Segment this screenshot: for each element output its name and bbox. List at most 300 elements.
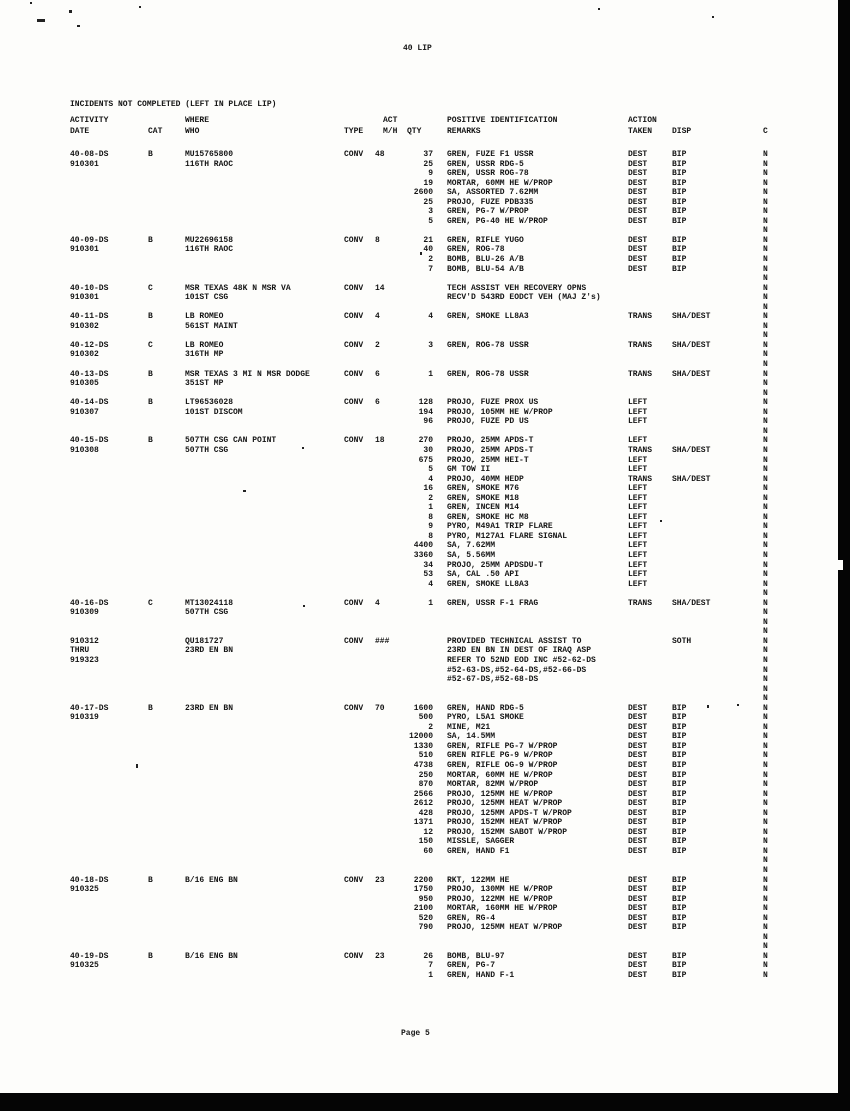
cell-action: DEST	[628, 188, 648, 198]
cell-type: CONV	[344, 150, 364, 159]
cell-disp: BIP	[672, 761, 687, 770]
cell-remark: SA, 14.5MM	[447, 732, 496, 742]
cell-remark: MORTAR, 60MM HE W/PROP	[447, 770, 553, 780]
cell-remark: RKT, 122MM HE	[447, 875, 510, 885]
cell-c: N	[763, 894, 768, 904]
cell-qty: 8	[428, 531, 433, 541]
cell-action: TRANS	[628, 312, 653, 322]
cell-qty: 2200	[413, 875, 433, 885]
cell-qty: 428	[418, 808, 433, 818]
cell-action: DEST	[628, 169, 648, 179]
table-row	[0, 895, 850, 905]
cell-remark: PROJO, 25MM APDSDU-T	[447, 560, 544, 570]
cell-remark: GREN, RIFLE OG-9 W/PROP	[447, 761, 558, 770]
cell-c: N	[763, 627, 768, 637]
cell-disp: BIP	[672, 894, 687, 904]
cell-c: N	[763, 360, 768, 370]
cell-c: N	[763, 923, 768, 933]
cell-action: DEST	[628, 913, 648, 923]
cell-where: LB ROMEO	[185, 340, 224, 350]
cell-action: DEST	[628, 780, 648, 790]
cell-remark: GREN, USSR RDG-5	[447, 159, 524, 169]
cell-qty: 250	[418, 770, 433, 780]
table-row	[0, 198, 850, 208]
cell-action: LEFT	[628, 541, 648, 551]
cell-action: LEFT	[628, 455, 648, 465]
table-row	[0, 160, 850, 170]
table-row	[0, 885, 850, 895]
cell-qty: 2600	[413, 188, 433, 198]
column-header-row-1	[0, 116, 850, 126]
cell-qty: 96	[423, 417, 433, 427]
table-row	[0, 904, 850, 914]
cell-c: N	[763, 598, 768, 608]
cell-cat: B	[148, 150, 153, 159]
cell-disp: BIP	[672, 951, 687, 961]
scan-speck	[243, 490, 246, 492]
cell-date: 40-18-DS	[70, 875, 109, 885]
cell-qty: 5	[428, 216, 433, 226]
table-row	[0, 723, 850, 733]
cell-remark: SA, ASSORTED 7.62MM	[447, 188, 539, 198]
cell-act: 4	[375, 312, 380, 322]
table-row	[0, 417, 850, 427]
cell-c: N	[763, 732, 768, 742]
table-row	[0, 742, 850, 752]
table-row	[0, 608, 850, 618]
cell-qty: 2	[428, 255, 433, 265]
cell-qty: 37	[423, 150, 433, 159]
cell-action: DEST	[628, 951, 648, 961]
cell-qty: 1	[428, 971, 433, 981]
cell-remark: PROJO, 122MM HE W/PROP	[447, 894, 553, 904]
cell-qty: 520	[418, 913, 433, 923]
cell-c: N	[763, 197, 768, 207]
cell-where: LB ROMEO	[185, 312, 224, 322]
cell-remark: 23RD EN BN IN DEST OF IRAQ ASP	[447, 646, 592, 656]
cell-type: CONV	[344, 312, 364, 322]
cell-where: 507TH CSG CAN POINT	[185, 436, 277, 446]
scan-edge-bar-bottom	[0, 1093, 850, 1111]
cell-action: LEFT	[628, 550, 648, 560]
cell-qty: 870	[418, 780, 433, 790]
cell-cat: B	[148, 951, 153, 961]
cell-where: 116TH RAOC	[185, 159, 234, 169]
cell-disp: BIP	[672, 722, 687, 732]
cell-action: LEFT	[628, 417, 648, 427]
cell-qty: 60	[423, 846, 433, 856]
table-row	[0, 570, 850, 580]
cell-action: LEFT	[628, 522, 648, 532]
table-row	[0, 360, 850, 370]
cell-qty: 34	[423, 560, 433, 570]
cell-c: N	[763, 188, 768, 198]
cell-qty: 3	[428, 207, 433, 217]
table-row	[0, 828, 850, 838]
cell-remark: GREN, HAND F-1	[447, 971, 515, 981]
cell-where: MSR TEXAS 3 MI N MSR DODGE	[185, 369, 310, 379]
scan-speck	[420, 252, 422, 255]
table-row	[0, 675, 850, 685]
cell-c: N	[763, 846, 768, 856]
cell-where: 351ST MP	[185, 379, 224, 389]
cell-type: CONV	[344, 369, 364, 379]
cell-act: 2	[375, 340, 380, 350]
cell-c: N	[763, 503, 768, 513]
cell-action: DEST	[628, 799, 648, 809]
cell-remark: PROJO, FUZE PDB335	[447, 197, 534, 207]
cell-type: CONV	[344, 703, 364, 713]
col-header-qty: QTY	[407, 127, 422, 136]
cell-c: N	[763, 904, 768, 914]
table-row	[0, 637, 850, 647]
cell-action: DEST	[628, 818, 648, 828]
table-row	[0, 245, 850, 255]
scan-speck	[737, 704, 739, 706]
cell-remark: REFER TO 52ND EOD INC #52-62-DS	[447, 655, 596, 665]
cell-c: N	[763, 321, 768, 331]
page-number: Page 5	[401, 1029, 430, 1038]
cell-disp: BIP	[672, 885, 687, 895]
cell-where: MT13024118	[185, 598, 234, 608]
cell-qty: 194	[418, 407, 433, 417]
cell-action: DEST	[628, 827, 648, 837]
cell-where: 507TH CSG	[185, 445, 229, 455]
cell-disp: BIP	[672, 875, 687, 885]
col-header-action: ACTION	[628, 116, 657, 125]
cell-action: DEST	[628, 264, 648, 274]
cell-remark: BOMB, BLU-54 A/B	[447, 264, 524, 274]
table-row	[0, 551, 850, 561]
cell-c: N	[763, 512, 768, 522]
col-header-date: DATE	[70, 127, 90, 136]
cell-type: CONV	[344, 436, 364, 446]
cell-qty: 150	[418, 837, 433, 847]
table-row	[0, 456, 850, 466]
cell-c: N	[763, 178, 768, 188]
cell-date: 919323	[70, 655, 99, 665]
cell-c: N	[763, 741, 768, 751]
table-row	[0, 704, 850, 714]
scan-speck	[598, 8, 600, 10]
cell-c: N	[763, 369, 768, 379]
cell-qty: 2612	[413, 799, 433, 809]
cell-date: 910325	[70, 885, 99, 895]
cell-c: N	[763, 818, 768, 828]
cell-c: N	[763, 484, 768, 494]
cell-qty: 25	[423, 197, 433, 207]
table-row	[0, 971, 850, 981]
cell-type: CONV	[344, 875, 364, 885]
cell-c: N	[763, 235, 768, 245]
cell-qty: 1600	[413, 703, 433, 713]
table-row	[0, 341, 850, 351]
cell-cat: B	[148, 436, 153, 446]
cell-c: N	[763, 312, 768, 322]
cell-date: 40-11-DS	[70, 312, 109, 322]
cell-action: DEST	[628, 178, 648, 188]
table-row	[0, 236, 850, 246]
cell-c: N	[763, 302, 768, 312]
table-row	[0, 465, 850, 475]
cell-action: DEST	[628, 761, 648, 770]
cell-c: N	[763, 951, 768, 961]
table-row	[0, 656, 850, 666]
cell-c: N	[763, 780, 768, 790]
cell-c: N	[763, 541, 768, 551]
cell-disp: BIP	[672, 150, 687, 159]
cell-c: N	[763, 255, 768, 265]
table-row	[0, 284, 850, 294]
cell-c: N	[763, 770, 768, 780]
cell-c: N	[763, 703, 768, 713]
cell-c: N	[763, 417, 768, 427]
cell-qty: 12	[423, 827, 433, 837]
cell-date: 40-14-DS	[70, 398, 109, 408]
cell-where: MU15765800	[185, 150, 234, 159]
table-row	[0, 961, 850, 971]
cell-disp: BIP	[672, 837, 687, 847]
cell-c: N	[763, 646, 768, 656]
cell-act: 6	[375, 398, 380, 408]
cell-remark: PROJO, 25MM APDS-T	[447, 445, 534, 455]
cell-action: LEFT	[628, 484, 648, 494]
col-header-where: WHERE	[185, 116, 210, 125]
cell-remark: PYRO, L5A1 SMOKE	[447, 713, 524, 723]
cell-remark: GREN, USSR ROG-78	[447, 169, 529, 179]
cell-act: ###	[375, 636, 390, 646]
col-header-c: C	[763, 127, 768, 136]
cell-act: 6	[375, 369, 380, 379]
table-row	[0, 732, 850, 742]
cell-disp: BIP	[672, 818, 687, 828]
cell-action: TRANS	[628, 369, 653, 379]
cell-c: N	[763, 636, 768, 646]
cell-date: 40-17-DS	[70, 703, 109, 713]
cell-action: DEST	[628, 923, 648, 933]
cell-qty: 25	[423, 159, 433, 169]
cell-disp: SOTH	[672, 636, 692, 646]
cell-action: DEST	[628, 961, 648, 971]
cell-date: 40-15-DS	[70, 436, 109, 446]
cell-date: 40-16-DS	[70, 598, 109, 608]
cell-remark: PROJO, 125MM HEAT W/PROP	[447, 923, 563, 933]
cell-remark: GREN, ROG-78 USSR	[447, 369, 529, 379]
cell-c: N	[763, 531, 768, 541]
cell-action: DEST	[628, 971, 648, 981]
cell-qty: 1371	[413, 818, 433, 828]
col-header-cat: CAT	[148, 127, 163, 136]
cell-c: N	[763, 799, 768, 809]
table-row	[0, 503, 850, 513]
cell-remark: GREN, INCEN M14	[447, 503, 520, 513]
table-row	[0, 322, 850, 332]
cell-c: N	[763, 913, 768, 923]
cell-cat: B	[148, 703, 153, 713]
cell-disp: BIP	[672, 216, 687, 226]
cell-action: LEFT	[628, 512, 648, 522]
cell-action: TRANS	[628, 474, 653, 484]
incident-table-body	[0, 150, 850, 981]
cell-c: N	[763, 617, 768, 627]
cell-qty: 53	[423, 570, 433, 580]
cell-action: DEST	[628, 741, 648, 751]
cell-action: LEFT	[628, 503, 648, 513]
cell-date: THRU	[70, 646, 90, 656]
cell-disp: BIP	[672, 808, 687, 818]
cell-disp: SHA/DEST	[672, 312, 711, 322]
cell-cat: B	[148, 235, 153, 245]
cell-qty: 500	[418, 713, 433, 723]
table-row	[0, 532, 850, 542]
cell-disp: BIP	[672, 178, 687, 188]
cell-remark: BOMB, BLU-26 A/B	[447, 255, 524, 265]
cell-c: N	[763, 713, 768, 723]
cell-remark: PROJO, FUZE PD US	[447, 417, 529, 427]
table-row	[0, 513, 850, 523]
cell-remark: PROJO, 152MM SABOT W/PROP	[447, 827, 568, 837]
cell-where: B/16 ENG BN	[185, 951, 238, 961]
cell-remark: RECV'D 543RD EODCT VEH (MAJ Z's)	[447, 293, 601, 303]
cell-remark: PROJO, 25MM HEI-T	[447, 455, 529, 465]
cell-action: DEST	[628, 197, 648, 207]
cell-c: N	[763, 751, 768, 761]
scan-speck	[302, 447, 304, 449]
cell-qty: 950	[418, 894, 433, 904]
table-row	[0, 379, 850, 389]
cell-c: N	[763, 961, 768, 971]
cell-type: CONV	[344, 235, 364, 245]
scan-speck	[69, 10, 72, 13]
cell-qty: 7	[428, 264, 433, 274]
cell-c: N	[763, 761, 768, 770]
scan-speck	[136, 764, 138, 768]
table-row	[0, 761, 850, 771]
cell-disp: BIP	[672, 264, 687, 274]
cell-qty: 3360	[413, 550, 433, 560]
cell-act: 8	[375, 235, 380, 245]
cell-remark: MORTAR, 82MM W/PROP	[447, 780, 539, 790]
cell-qty: 4400	[413, 541, 433, 551]
cell-disp: SHA/DEST	[672, 369, 711, 379]
cell-qty: 675	[418, 455, 433, 465]
table-row	[0, 780, 850, 790]
cell-where: 116TH RAOC	[185, 245, 234, 255]
cell-where: MU22696158	[185, 235, 234, 245]
cell-action: DEST	[628, 875, 648, 885]
cell-disp: BIP	[672, 159, 687, 169]
cell-c: N	[763, 493, 768, 503]
cell-remark: GREN, RG-4	[447, 913, 496, 923]
cell-date: 40-08-DS	[70, 150, 109, 159]
cell-qty: 30	[423, 445, 433, 455]
cell-disp: BIP	[672, 207, 687, 217]
table-row	[0, 666, 850, 676]
cell-remark: GREN RIFLE PG-9 W/PROP	[447, 751, 553, 761]
cell-date: 910301	[70, 293, 99, 303]
cell-remark: SA, 7.62MM	[447, 541, 496, 551]
cell-date: 910308	[70, 445, 99, 455]
cell-qty: 21	[423, 235, 433, 245]
cell-c: N	[763, 293, 768, 303]
cell-remark: PROJO, 25MM APDS-T	[447, 436, 534, 446]
cell-c: N	[763, 207, 768, 217]
cell-remark: GREN, USSR F-1 FRAG	[447, 598, 539, 608]
cell-date: 910312	[70, 636, 99, 646]
scan-speck	[37, 19, 45, 22]
cell-disp: BIP	[672, 780, 687, 790]
col-header-activity: ACTIVITY	[70, 116, 109, 125]
cell-qty: 128	[418, 398, 433, 408]
cell-disp: BIP	[672, 770, 687, 780]
cell-action: DEST	[628, 808, 648, 818]
scan-speck	[660, 520, 662, 522]
cell-qty: 4	[428, 312, 433, 322]
cell-act: 14	[375, 283, 385, 293]
cell-action: DEST	[628, 837, 648, 847]
table-row	[0, 818, 850, 828]
cell-c: N	[763, 379, 768, 389]
col-header-positive-identification: POSITIVE IDENTIFICATION	[447, 116, 558, 125]
cell-c: N	[763, 150, 768, 159]
cell-disp: BIP	[672, 169, 687, 179]
table-row	[0, 646, 850, 656]
col-header-who: WHO	[185, 127, 200, 136]
cell-action: DEST	[628, 789, 648, 799]
table-row	[0, 188, 850, 198]
cell-c: N	[763, 550, 768, 560]
cell-action: TRANS	[628, 598, 653, 608]
cell-c: N	[763, 522, 768, 532]
cell-remark: PROJO, 40MM HEDP	[447, 474, 524, 484]
table-row	[0, 274, 850, 284]
table-row	[0, 876, 850, 886]
cell-action: DEST	[628, 713, 648, 723]
cell-c: N	[763, 159, 768, 169]
cell-c: N	[763, 837, 768, 847]
cell-remark: MORTAR, 60MM HE W/PROP	[447, 178, 553, 188]
cell-type: CONV	[344, 951, 364, 961]
cell-qty: 1	[428, 369, 433, 379]
cell-qty: 9	[428, 522, 433, 532]
col-header-taken: TAKEN	[628, 127, 653, 136]
table-row	[0, 370, 850, 380]
cell-action: DEST	[628, 904, 648, 914]
cell-disp: BIP	[672, 971, 687, 981]
cell-action: LEFT	[628, 436, 648, 446]
cell-date: 910301	[70, 159, 99, 169]
table-row	[0, 331, 850, 341]
cell-c: N	[763, 579, 768, 589]
cell-remark: MISSLE, SAGGER	[447, 837, 515, 847]
table-row	[0, 398, 850, 408]
cell-c: N	[763, 570, 768, 580]
table-row	[0, 923, 850, 933]
cell-qty: 19	[423, 178, 433, 188]
cell-c: N	[763, 875, 768, 885]
cell-action: LEFT	[628, 493, 648, 503]
cell-action: LEFT	[628, 398, 648, 408]
cell-c: N	[763, 245, 768, 255]
cell-date: 910305	[70, 379, 99, 389]
cell-qty: 2566	[413, 789, 433, 799]
table-row	[0, 475, 850, 485]
cell-action: LEFT	[628, 531, 648, 541]
table-row	[0, 561, 850, 571]
col-header-act: ACT	[383, 116, 398, 125]
cell-c: N	[763, 398, 768, 408]
cell-remark: PROJO, 130MM HE W/PROP	[447, 885, 553, 895]
